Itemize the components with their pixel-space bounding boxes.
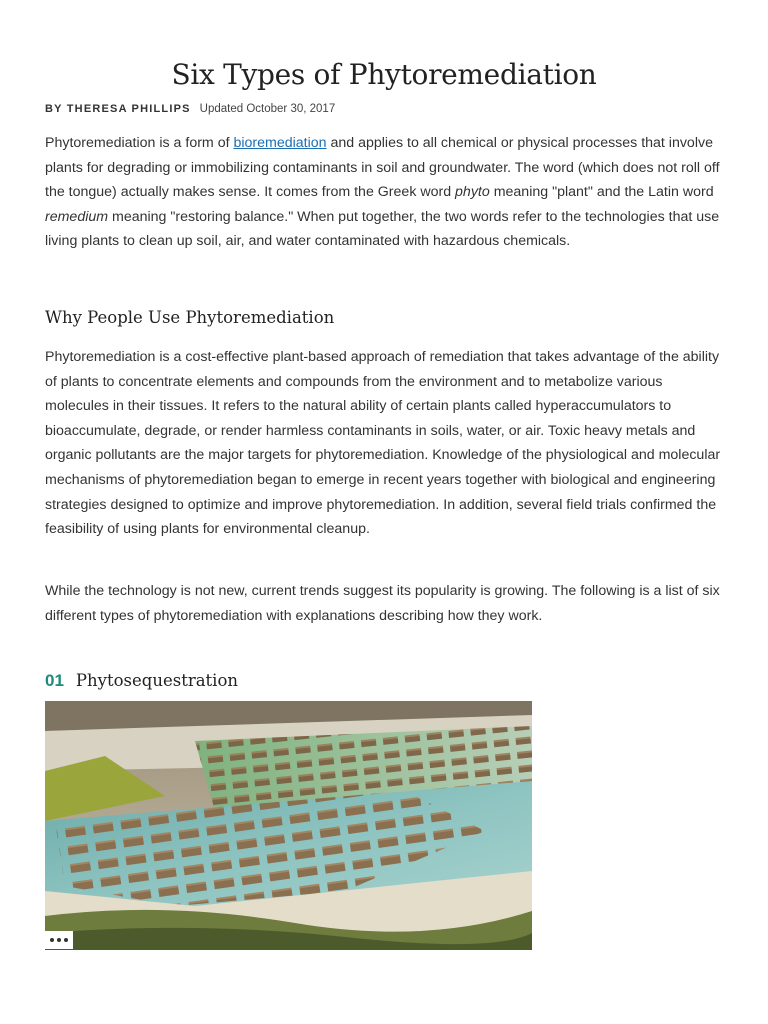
- intro-text-3: meaning "plant" and the Latin word: [489, 184, 714, 201]
- updated-date: Updated October 30, 2017: [199, 103, 336, 115]
- list-item-heading: [45, 671, 238, 691]
- intro-remedium: remedium: [45, 208, 109, 225]
- section-heading-why: Why People Use Phytoremediation: [45, 308, 335, 327]
- phytosequestration-image: [45, 701, 532, 950]
- intro-phyto: phyto: [455, 184, 490, 201]
- intro-text-1: Phytoremediation is a form of: [45, 135, 234, 151]
- intro-text-2: and applies to all chemical or physical processes that involve plants for degrading or immobilizing contaminants in soil and groundwater. The word (which does not roll off the tongue) actually makes sense. It comes from the Greek word: [45, 135, 720, 201]
- author-label: THERESA PHILLIPS: [66, 103, 191, 115]
- author-name[interactable]: [45, 103, 191, 115]
- intro-text-4: meaning "restoring balance." When put together, the two words refer to the technologies that use living plants to clean up soil, air, and water contaminated with hazardous chemicals.: [45, 208, 720, 250]
- list-item-number: 01: [45, 671, 64, 690]
- why-paragraph-1: Phytoremediation is a cost-effective plant-based approach of remediation that takes advantage of the ability of plants to concentrate elements and compounds from the environment and to metabolize various molecules in their tissues. It refers to the natural ability of certain plants called hyperaccumulators to bioaccumulate, degrade, or render harmless contaminants in soils, water, or air. Toxic heavy metals and organic pollutants are the major targets for phytoremediation. Knowledge of the physiological and molecular mechanisms of phytoremediation began to emerge in recent years together with biological and engineering strategies designed to optimize and improve phytoremediation. In addition, several field trials confirmed the feasibility of using plants for environmental cleanup.: [45, 349, 721, 538]
- bioremediation-link[interactable]: bioremediation: [233, 135, 327, 151]
- byline: [45, 103, 335, 115]
- intro-paragraph: [45, 131, 725, 254]
- pond-illustration: [45, 701, 532, 950]
- why-paragraph-2: While the technology is not new, current trends suggest its popularity is growing. The following is a list of six different types of phytoremediation with explanations describing how they work.: [45, 583, 720, 624]
- article-title: Six Types of Phytoremediation: [171, 58, 597, 91]
- list-item-title: Phytosequestration: [75, 671, 239, 690]
- more-options-icon[interactable]: [45, 931, 73, 949]
- byline-prefix: BY: [45, 103, 63, 115]
